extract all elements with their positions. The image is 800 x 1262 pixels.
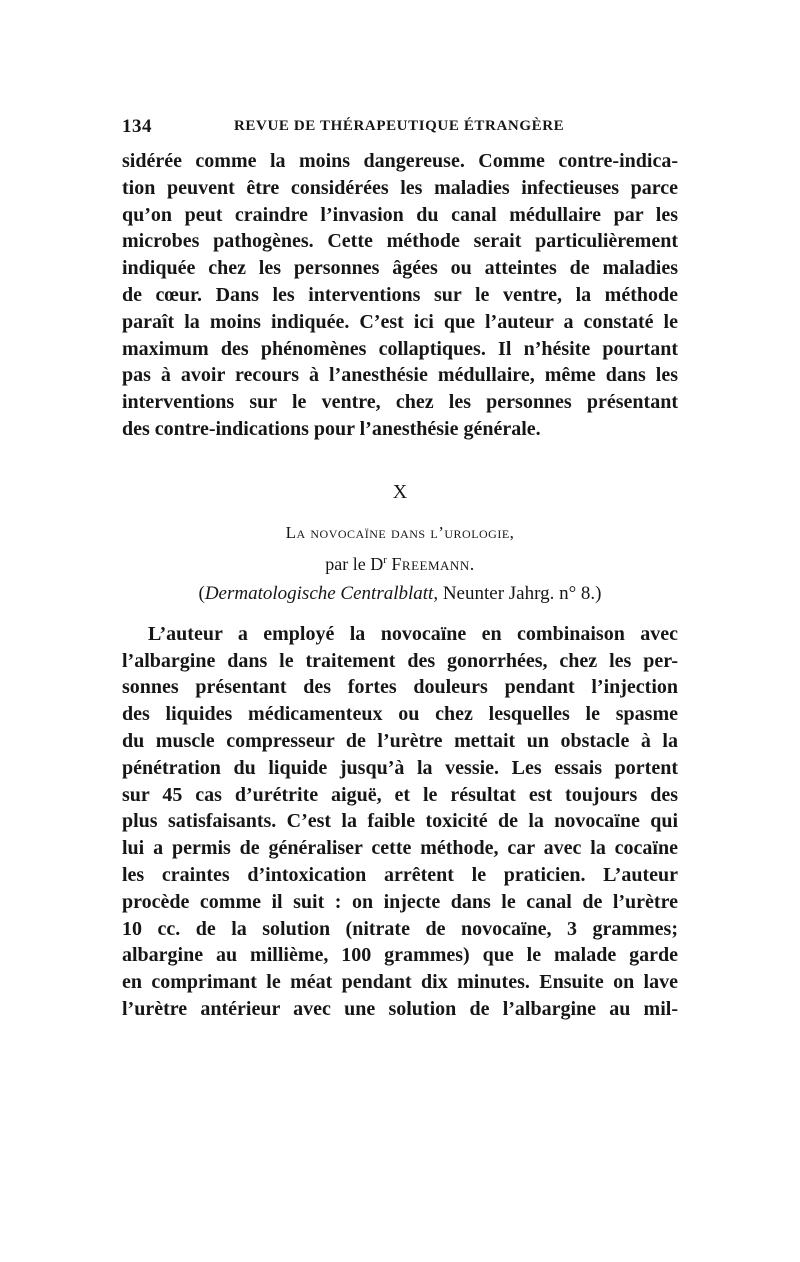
source-open: ( <box>198 582 205 604</box>
text-line: des liquides médicamenteux ou chez lesquelles le spasme <box>122 703 678 726</box>
text-line: pénétration du liquide jusqu’à la vessie. Les essais portent <box>122 756 678 779</box>
source-journal: Dermatologische Centralblatt <box>204 582 434 604</box>
text-line: l’urètre antérieur avec une solution de l’albargine au mil- <box>122 997 678 1020</box>
text-line: sidérée comme la moins dangereuse. Comme contre-indica- <box>122 150 678 172</box>
text-line: microbes pathogènes. Cette méthode serait particulièrement <box>122 230 678 253</box>
text-line: maximum des phénomènes collaptiques. Il n’hésite pourtant <box>122 337 678 360</box>
text-line: tion peuvent être considérées les maladies infectieuses parce <box>122 176 678 199</box>
author-name: Freemann. <box>391 553 475 574</box>
text-line: interventions sur le ventre, chez les personnes présentant <box>122 391 678 414</box>
body-paragraph <box>122 621 678 1023</box>
text-line: sonnes présentant des fortes douleurs pendant l’injection <box>122 676 678 699</box>
text-line: indiquée chez les personnes âgées ou atteintes de maladies <box>122 257 678 280</box>
text-line: sur 45 cas d’urétrite aiguë, et le résultat est toujours des <box>122 783 678 806</box>
text-line: qu’on peut craindre l’invasion du canal médullaire par les <box>122 203 678 226</box>
text-line: en comprimant le méat pendant dix minutes. Ensuite on lave <box>122 971 678 994</box>
running-head <box>122 108 678 148</box>
text-line: 10 cc. de la solution (nitrate de novocaïne, 3 grammes; <box>122 917 678 940</box>
text-line: paraît la moins indiquée. C’est ici que l’auteur a constaté le <box>122 310 678 333</box>
text-line: procède comme il suit : on injecte dans le canal de l’urètre <box>122 890 678 913</box>
text-line: L’auteur a employé la novocaïne en combinaison avec <box>148 622 678 645</box>
text-line: l’albargine dans le traitement des gonorrhées, chez les per- <box>122 649 678 672</box>
article-title: La novocaïne dans l’urologie, <box>285 522 515 542</box>
page-number: 134 <box>122 116 152 137</box>
text-line: du muscle compresseur de l’urètre mettait un obstacle à la <box>122 729 678 752</box>
source-citation <box>122 583 678 605</box>
section-number: X <box>392 480 408 503</box>
byline-superscript: r <box>383 553 387 566</box>
byline-prefix: par le D <box>325 553 384 574</box>
text-line: lui a permis de généraliser cette méthode, car avec la cocaïne <box>122 837 678 860</box>
book-page <box>122 108 678 1023</box>
text-line: plus satisfaisants. C’est la faible toxicité de la novocaïne qui <box>122 810 678 833</box>
continuation-paragraph <box>122 148 678 443</box>
source-details: , Neunter Jahrg. n° 8.) <box>433 582 602 604</box>
text-line: pas à avoir recours à l’anesthésie médullaire, même dans les <box>122 364 678 387</box>
journal-title: REVUE DE THÉRAPEUTIQUE ÉTRANGÈRE <box>234 118 565 134</box>
text-line: de cœur. Dans les interventions sur le ventre, la méthode <box>122 283 678 306</box>
text-line: albargine au millième, 100 grammes) que le malade garde <box>122 944 678 967</box>
text-line: des contre-indications pour l’anesthésie générale. <box>122 417 541 440</box>
text-line: les craintes d’intoxication arrêtent le praticien. L’auteur <box>122 863 678 886</box>
byline <box>122 554 678 575</box>
